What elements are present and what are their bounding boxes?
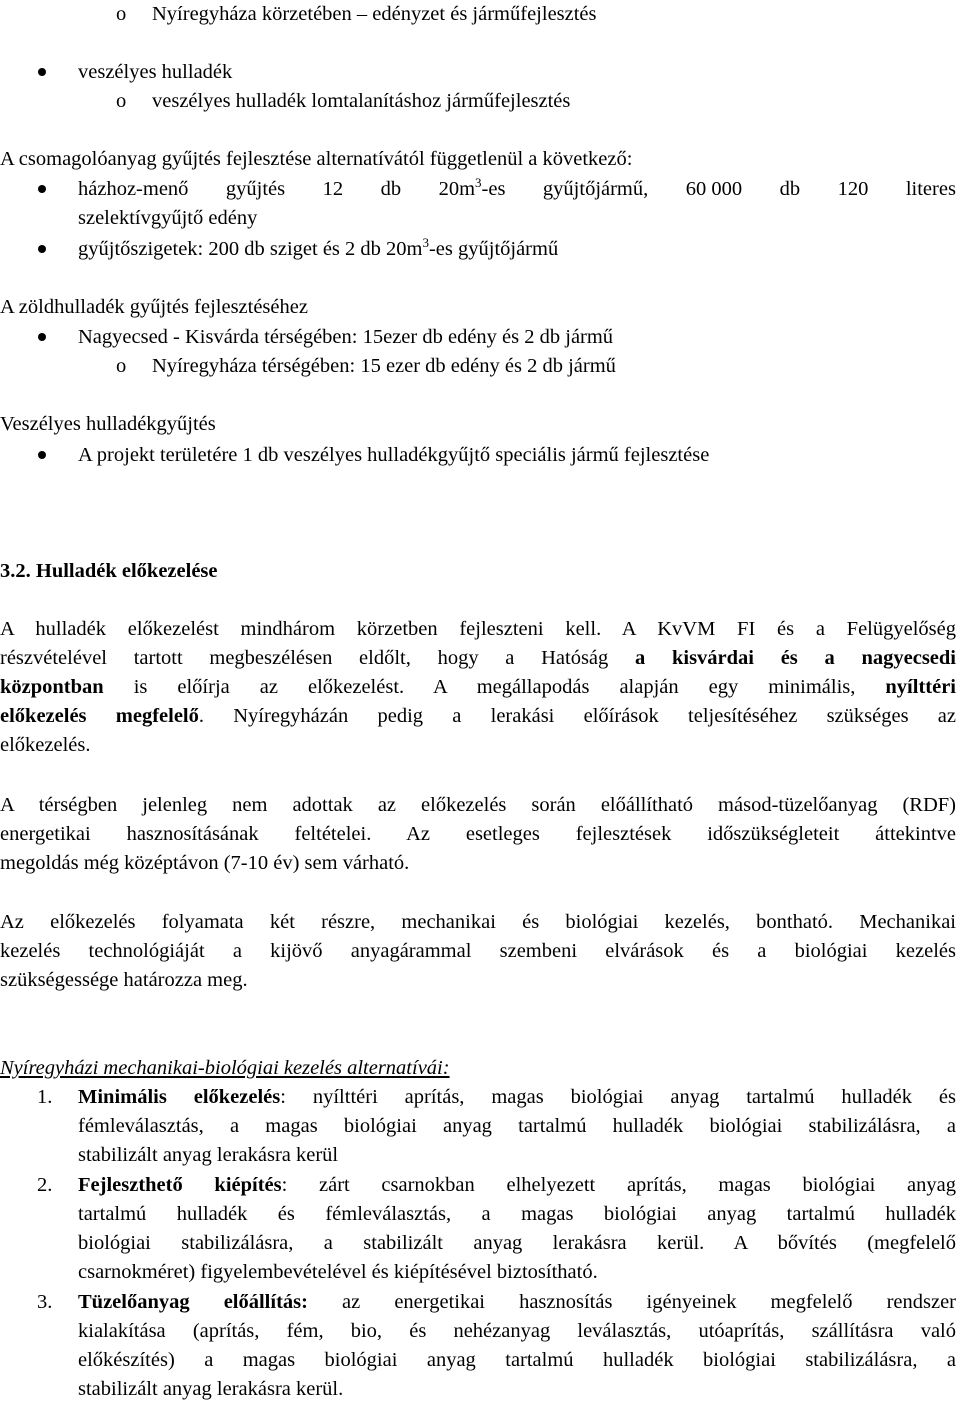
text-segment: gyűjtés xyxy=(225,178,286,200)
list-item-line: csarnokméret) figyelembevételével és kiépítésével biztosítható. xyxy=(78,1261,598,1283)
bold-text: nyílttéri xyxy=(885,676,956,698)
list-item-line: biológiai stabilizálásra, a stabilizált anyag lerakásra kerül. A bővítés (megfelelő xyxy=(78,1232,956,1254)
paragraph-line: megoldás még középtávon (7-10 év) sem várható. xyxy=(0,852,410,874)
list-item-nagyecsed: Nagyecsed - Kisvárda térségében: 15ezer db edény és 2 db jármű xyxy=(78,326,614,348)
bold-text: a kisvárdai és a nagyecsedi xyxy=(635,647,956,669)
list-number: 3. xyxy=(37,1291,53,1313)
paragraph-line: energetikai hasznosításának feltételei. Az esetleges fejlesztések időszükségleteit áttekintve xyxy=(0,823,956,845)
text-segment: db xyxy=(380,178,402,200)
sub-item-hazardous-bulky: veszélyes hulladék lomtalanításhoz járműfejlesztés xyxy=(152,90,571,112)
alternatives-title: Nyíregyházi mechanikai-biológiai kezelés alternatívái: xyxy=(0,1057,450,1079)
text-segment: is előírja az előkezelést. A megállapodás alapján egy minimális, xyxy=(103,676,886,698)
list-item-collection-islands xyxy=(78,237,558,263)
bold-text: Fejleszthető kiépítés xyxy=(78,1174,282,1196)
paragraph-line xyxy=(0,646,956,670)
list-item-line: előkészítés) a magas biológiai anyag tartalmú hulladék biológiai stabilizálásra, a xyxy=(78,1349,956,1371)
bullet-icon xyxy=(38,451,46,459)
green-waste-intro: A zöldhulladék gyűjtés fejlesztéséhez xyxy=(0,296,308,318)
list-item-line: kialakítása (aprítás, fém, bio, és nehézanyag leválasztás, utóaprítás, szállításra való xyxy=(78,1320,956,1342)
text-segment: 12 xyxy=(322,178,344,200)
bold-text: előkezelés megfelelő xyxy=(0,705,199,727)
text-segment: 120 xyxy=(837,178,869,200)
text-segment: részvételével tartott megbeszélésen eldőlt, hogy a Hatóság xyxy=(0,647,635,669)
paragraph-line: Az előkezelés folyamata két részre, mechanikai és biológiai kezelés, bontható. Mechanikai xyxy=(0,911,956,933)
text-segment: . Nyíregyházán pedig a lerakási előírások teljesítéséhez szükséges az xyxy=(198,705,956,727)
list-item-line xyxy=(78,1085,956,1109)
bullet-icon xyxy=(38,333,46,341)
text-segment xyxy=(439,177,506,203)
text-segment: literes xyxy=(905,178,956,200)
superscript: 3 xyxy=(422,235,429,250)
list-number: 2. xyxy=(37,1174,53,1196)
text-segment: gyűjtőszigetek: 200 db sziget és 2 db 20m xyxy=(78,238,423,260)
paragraph-line xyxy=(0,704,956,728)
bullet-icon xyxy=(38,185,46,193)
sub-item-nyiregyhaza: Nyíregyháza térségében: 15 ezer db edény és 2 db jármű xyxy=(152,355,616,377)
sub-bullet-marker: o xyxy=(116,90,127,112)
bold-text: Tüzelőanyag előállítás: xyxy=(78,1291,308,1313)
paragraph-line: szükségessége határozza meg. xyxy=(0,969,248,991)
list-item-line: stabilizált anyag lerakásra kerül. xyxy=(78,1378,344,1400)
list-item-hazardous-vehicle: A projekt területére 1 db veszélyes hulladékgyűjtő speciális jármű fejlesztése xyxy=(78,444,710,466)
paragraph-line: A térségben jelenleg nem adottak az előkezelés során előállítható másod-tüzelőanyag (RDF) xyxy=(0,794,956,816)
section-heading: 3.2. Hulladék előkezelése xyxy=(0,560,218,582)
text-segment: -es gyűjtőjármű xyxy=(428,238,559,260)
sub-bullet-marker: o xyxy=(116,3,127,25)
paragraph-line: A hulladék előkezelést mindhárom körzetben fejleszteni kell. A KvVM FI és a Felügyelőség xyxy=(0,618,956,640)
list-number: 1. xyxy=(37,1086,53,1108)
text-segment: az energetikai hasznosítás igényeinek megfelelő rendszer xyxy=(307,1291,956,1313)
superscript: 3 xyxy=(475,175,482,190)
sub-item-nyiregyhaza-district: Nyíregyháza körzetében – edényzet és járműfejlesztés xyxy=(152,3,597,25)
text-segment: db xyxy=(779,178,801,200)
text-segment: házhoz-menő xyxy=(78,178,189,200)
list-item-line: stabilizált anyag lerakásra kerül xyxy=(78,1144,339,1166)
text-segment: 60 000 xyxy=(685,178,743,200)
list-item-hazardous-waste: veszélyes hulladék xyxy=(78,61,233,83)
text-segment: : nyílttéri aprítás, magas biológiai anyag tartalmú hulladék és xyxy=(280,1086,956,1108)
text-segment: : zárt csarnokban elhelyezett aprítás, magas biológiai anyag xyxy=(281,1174,957,1196)
list-item-door-to-door xyxy=(78,177,956,203)
text-segment: 20m xyxy=(438,178,476,200)
list-item-line xyxy=(78,1290,956,1314)
text-segment: gyűjtőjármű, xyxy=(542,178,649,200)
list-item-line: tartalmú hulladék és fémleválasztás, a magas biológiai anyag tartalmú hulladék xyxy=(78,1203,956,1225)
sub-bullet-marker: o xyxy=(116,355,127,377)
packaging-intro: A csomagolóanyag gyűjtés fejlesztése alternatívától függetlenül a következő: xyxy=(0,148,633,170)
list-item-line xyxy=(78,1173,956,1197)
list-item-line: fémleválasztás, a magas biológiai anyag tartalmú hulladék biológiai stabilizálásra, a xyxy=(78,1115,956,1137)
bold-text: központban xyxy=(0,676,104,698)
bullet-icon xyxy=(38,68,46,76)
text-segment: -es xyxy=(481,178,506,200)
bold-text: Minimális előkezelés xyxy=(78,1086,281,1108)
paragraph-line: előkezelés. xyxy=(0,734,91,756)
bullet-icon xyxy=(38,245,46,253)
hazardous-intro: Veszélyes hulladékgyűjtés xyxy=(0,413,216,435)
list-item-continuation: szelektívgyűjtő edény xyxy=(78,207,258,229)
paragraph-line: kezelés technológiáját a kijövő anyagárammal szembeni elvárások és a biológiai kezelés xyxy=(0,940,956,962)
paragraph-line xyxy=(0,675,956,699)
